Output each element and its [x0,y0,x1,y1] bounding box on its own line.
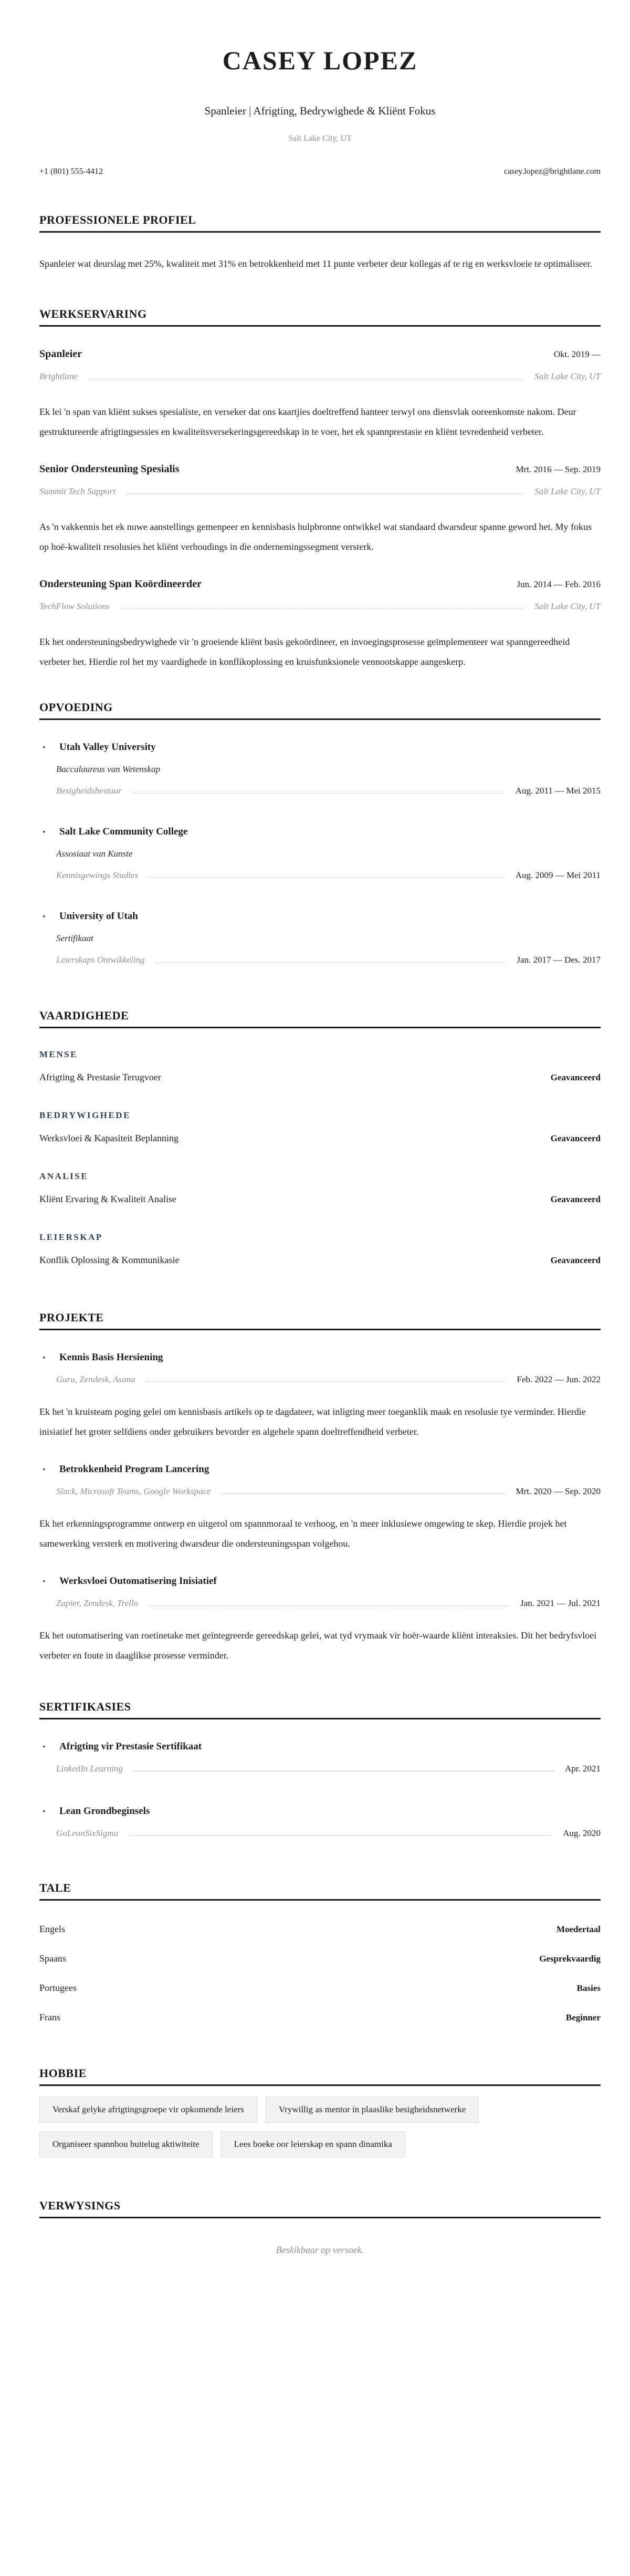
field-of-study: Besigheidsbestuur [56,786,122,796]
job-company: TechFlow Solutions [39,601,110,611]
certification-meta-row [56,1763,601,1774]
language-name: Engels [39,1924,65,1934]
language-name: Portugees [39,1983,77,1993]
section-rule [39,231,601,233]
bullet-icon: • [43,828,46,837]
skill-category: MENSE [39,1049,78,1059]
section-rule [39,1718,601,1719]
skill-group [39,1171,601,1205]
section-languages [39,1881,601,2023]
skill-level: Geavanceerd [550,1194,601,1204]
language-level: Beginner [565,2012,601,2022]
job-item [39,463,601,557]
profile-heading: PROFESSIONELE PROFIEL [39,213,196,226]
certification-item [39,1740,601,1774]
certification-title-line [39,1740,601,1753]
certification-title-line [39,1805,601,1817]
project-item [39,1351,601,1442]
project-dates: Jan. 2021 — Jul. 2021 [520,1598,601,1608]
field-of-study: Leierskaps Ontwikkeling [56,955,145,965]
section-rule [39,718,601,720]
project-item [39,1575,601,1665]
profile-text: Spanleier wat deurslag met 25%, kwaliteit met 31% en betrokkenheid met 11 punte verbeter deur kollegas af te rig en werksvloeie te optimaliseer. [39,258,592,269]
skill-row [39,1193,601,1205]
project-meta-row [56,1598,601,1609]
experience-heading: WERKSERVARING [39,307,147,320]
candidate-location: Salt Lake City, UT [288,134,352,143]
project-tools: Zapier, Zendesk, Trello [56,1598,139,1608]
section-rule [39,1027,601,1028]
skill-category: ANALISE [39,1171,89,1181]
section-rule [39,1329,601,1330]
dotted-leader [129,1835,552,1836]
references-text: Beskikbaar op versoek. [276,2245,364,2255]
education-dates: Jan. 2017 — Des. 2017 [517,955,601,965]
bullet-icon: • [43,1466,46,1474]
skill-name: Kliënt Ervaring & Kwaliteit Analise [39,1194,176,1204]
job-location: Salt Lake City, UT [534,371,601,381]
job-description: Ek lei 'n span van kliënt sukses spesialiste, en verseker dat ons kaartjies doeltreffend hanteer terwyl ons diensvlak ooreenkomste nakom. Deur gestruktureerde afrigtingsessies en kwaliteitsversekeringsgereedskap in te voer, het ek spannprestasie en kliënt tevredenheid verbeter. [39,406,576,437]
skill-group [39,1049,601,1083]
section-rule [39,2217,601,2218]
degree-name: Baccalaureus van Wetenskap [56,764,160,774]
skill-level: Geavanceerd [550,1133,601,1143]
education-meta-row [56,785,601,796]
certification-name: Lean Grondbeginsels [59,1806,150,1817]
project-description: Ek het erkenningsprogramme ontwerp en uitgerol om spannmoraal te verhoog, en 'n meer inklusiewe omgewing te skep. Hierdie projek het samewerking versterk en motivering dwarsdeur die ondersteuningsspan volgehou. [39,1518,567,1549]
skill-name: Afrigting & Prestasie Terugvoer [39,1072,161,1082]
phone-number: +1 (801) 555-4412 [39,167,103,176]
contact-row [39,166,601,176]
job-description: Ek het ondersteuningsbedrywighede vir 'n groeiende kliënt basis gekoördineer, en invoegingsprosesse geïmplementeer wat spanngereedheid verbeter het. Hierdie rol het my vaardighede in konflikoplossing en kruisfunksionele vennootskappe aangeskerp. [39,637,570,667]
project-description: Ek het 'n kruisteam poging gelei om kennisbasis artikels op te dagdateer, wat inligting meer toeganklik maak en resolusie tye verminder. Hierdie inisiatief het groter selfdiens onder gebruikers bevorder en algehele spann doeltreffendheid verbeter. [39,1406,586,1437]
section-rule [39,1899,601,1901]
certification-item [39,1805,601,1839]
education-heading: OPVOEDING [39,701,113,714]
job-meta-row [39,486,601,497]
language-row [39,1982,601,1994]
section-skills [39,1009,601,1266]
language-row [39,2011,601,2023]
school-name: Salt Lake Community College [59,826,188,837]
education-title-line [39,910,601,922]
degree-name: Sertifikaat [56,933,93,943]
job-title: Spanleier [39,348,82,360]
job-dates: Mrt. 2016 — Sep. 2019 [516,464,601,474]
language-row [39,1923,601,1935]
language-level: Basies [576,1983,601,1993]
section-experience [39,307,601,672]
education-meta-row [56,870,601,881]
project-dates: Feb. 2022 — Jun. 2022 [517,1374,601,1384]
hobby-chip: Vrywillig as mentor in plaaslike besigheidsnetwerke [266,2097,479,2123]
skill-level: Geavanceerd [550,1072,601,1082]
job-title: Ondersteuning Span Koördineerder [39,578,202,590]
education-meta-row [56,954,601,965]
hobby-chip: Verskaf gelyke afrigtingsgroepe vir opkomende leiers [39,2097,257,2123]
education-item [39,910,601,965]
hobbies-heading: HOBBIE [39,2067,87,2080]
skills-heading: VAARDIGHEDE [39,1009,129,1022]
job-description: As 'n vakkennis het ek nuwe aanstellings gemenpeer en kennisbasis hulpbronne ontwikkel wat standaard dwarsdeur spanne geword het. My fokus op hoë-kwaliteit resolusies het kliënt verhoudings in die ondernemingssegment versterk. [39,522,592,552]
education-item [39,741,601,796]
project-name: Werksvloei Outomatisering Inisiatief [59,1576,217,1587]
bullet-icon: • [43,1808,46,1816]
job-location: Salt Lake City, UT [534,601,601,611]
bullet-icon: • [43,1743,46,1751]
school-name: University of Utah [59,911,138,922]
language-level: Gesprekvaardig [539,1954,601,1964]
skill-group [39,1232,601,1266]
degree-name: Assosiaat van Kunste [56,849,133,859]
email-address: casey.lopez@brightlane.com [503,167,601,176]
skill-row [39,1132,601,1144]
project-title-line [39,1463,601,1475]
skill-row [39,1071,601,1083]
projects-heading: PROJEKTE [39,1311,104,1324]
bullet-icon: • [43,913,46,921]
languages-heading: TALE [39,1881,71,1894]
job-dates: Okt. 2019 — [553,349,601,359]
dotted-leader [155,962,507,963]
certification-dates: Apr. 2021 [565,1764,601,1774]
skill-level: Geavanceerd [550,1255,601,1265]
project-tools: Guru, Zendesk, Asana [56,1374,135,1384]
skill-group [39,1110,601,1144]
project-name: Betrokkenheid Program Lancering [59,1464,209,1475]
job-meta-row [39,601,601,612]
certifications-heading: SERTIFIKASIES [39,1700,131,1713]
skill-name: Konflik Oplossing & Kommunikasie [39,1255,180,1265]
field-of-study: Kennisgewings Studies [56,870,139,880]
project-title-line [39,1351,601,1363]
job-item [39,578,601,672]
job-dates: Jun. 2014 — Feb. 2016 [517,579,601,589]
project-tools: Slack, Microsoft Teams, Google Workspace [56,1486,211,1496]
candidate-title: Spanleier | Afrigting, Bedrywighede & Kliënt Fokus [204,105,436,117]
job-title-row [39,348,601,360]
certification-issuer: LinkedIn Learning [56,1764,123,1774]
skill-row [39,1254,601,1266]
skill-category: BEDRYWIGHEDE [39,1110,131,1120]
skill-category: LEIERSKAP [39,1232,103,1242]
references-heading: VERWYSINGS [39,2199,121,2212]
section-rule [39,2084,601,2086]
job-title-row [39,578,601,590]
education-dates: Aug. 2011 — Mei 2015 [515,786,601,796]
certification-name: Afrigting vir Prestasie Sertifikaat [59,1741,202,1752]
job-company: Brightlane [39,371,78,381]
education-title-line [39,741,601,753]
language-name: Frans [39,2012,60,2022]
job-location: Salt Lake City, UT [534,486,601,496]
language-name: Spaans [39,1953,66,1964]
job-title: Senior Ondersteuning Spesialis [39,463,180,475]
project-dates: Mrt. 2020 — Sep. 2020 [516,1486,601,1496]
job-title-row [39,463,601,475]
certification-dates: Aug. 2020 [563,1828,601,1838]
certification-meta-row [56,1828,601,1839]
hobby-chips [39,2097,601,2157]
certification-issuer: GoLeanSixSigma [56,1828,119,1838]
language-level: Moedertaal [556,1924,601,1934]
hobby-chip: Lees boeke oor leierskap en spann dinamika [221,2131,405,2157]
resume-page [0,46,630,2256]
project-description: Ek het outomatisering van roetinetake met geïntegreerde gereedskap gelei, wat tyd vrymaak vir hoër-waarde kliënt interaksies. Dit het bedryfsvloei verbeter en foute in daaglikse prosesse verminder. [39,1630,597,1661]
bullet-icon: • [43,1578,46,1586]
section-hobbies [39,2067,601,2157]
dotted-leader [132,793,505,794]
project-meta-row [56,1486,601,1497]
project-meta-row [56,1374,601,1385]
candidate-name: CASEY LOPEZ [222,46,418,75]
job-company: Summit Tech Support [39,486,116,496]
language-row [39,1953,601,1964]
section-projects [39,1311,601,1665]
job-meta-row [39,371,601,382]
section-profile [39,213,601,274]
section-education [39,701,601,965]
hobby-chip: Organiseer spannbou buitelug aktiwiteite [39,2131,213,2157]
bullet-icon: • [43,744,46,752]
project-title-line [39,1575,601,1587]
project-name: Kennis Basis Hersiening [59,1352,163,1363]
section-rule [39,325,601,327]
dotted-leader [149,1605,510,1606]
project-item [39,1463,601,1553]
job-item [39,348,601,442]
education-title-line [39,826,601,838]
education-dates: Aug. 2009 — Mei 2011 [515,870,601,880]
section-references [39,2199,601,2256]
education-item [39,826,601,881]
school-name: Utah Valley University [59,742,156,753]
section-certifications [39,1700,601,1839]
bullet-icon: • [43,1354,46,1362]
skill-name: Werksvloei & Kapasiteit Beplanning [39,1133,178,1143]
